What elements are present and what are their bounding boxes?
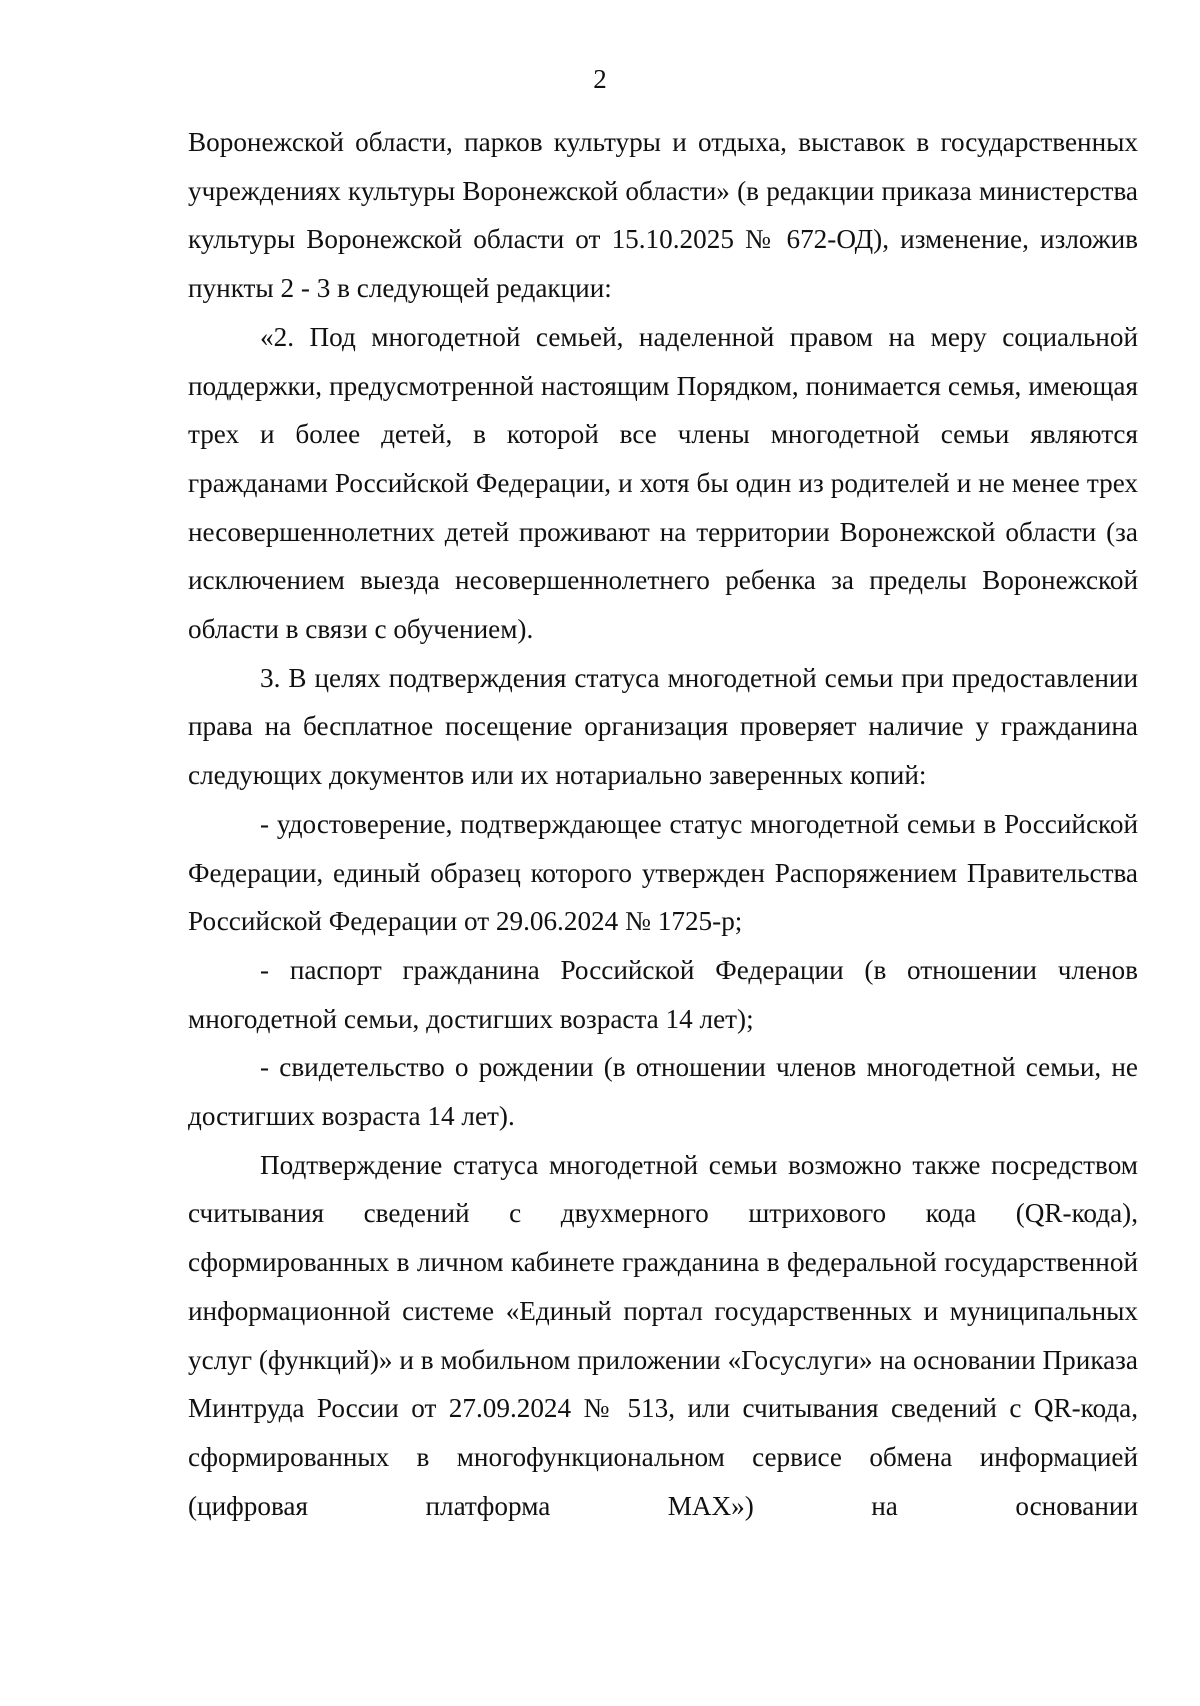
list-item-birth-certificate: - свидетельство о рождении (в отношении членов многодетной семьи, не достигших возраста 14 лет). — [188, 1052, 1138, 1132]
paragraph-amendment-intro: Воронежской области, парков культуры и отдыха, выставок в государственных учреждениях культуры Воронежской области» (в редакции приказа министерства культуры Воронежской области от 15.10.2025 № 672-ОД), изменение, изложив пункты 2 - 3 в следующей редакции: — [188, 127, 1138, 304]
paragraph-qr-confirmation: Подтверждение статуса многодетной семьи возможно также посредством считывания сведений с двухмерного штрихового кода (QR-кода), сформированных в личном кабинете гражданина в федеральной государственной информационной системе «Единый портал государственных и муниципальных услуг (функций)» и в мобильном приложении «Госуслуги» на основании Приказа Минтруда России от 27.09.2024 № 513, или считывания сведений с QR-кода, сформированных в многофункциональном сервисе обмена информацией (цифровая платформа MAX») на основании — [188, 1149, 1138, 1521]
paragraph-item-2: «2. Под многодетной семьей, наделенной правом на меру социальной поддержки, предусмотренной настоящим Порядком, понимается семья, имеющая трех и более детей, в которой все члены многодетной семьи являются гражданами Российской Федерации, и хотя бы один из родителей и не менее трех несовершеннолетних детей проживают на территории Воронежской области (за исключением выезда несовершеннолетнего ребенка за пределы Воронежской области в связи с обучением). — [188, 321, 1138, 645]
list-item-passport: - паспорт гражданина Российской Федерации (в отношении членов многодетной семьи, достигших возраста 14 лет); — [188, 954, 1138, 1034]
paragraph-item-3: 3. В целях подтверждения статуса многодетной семьи при предоставлении права на бесплатное посещение организация проверяет наличие у гражданина следующих документов или их нотариально заверенных копий: — [188, 662, 1138, 791]
page-number: 2 — [593, 64, 607, 94]
document-body — [188, 118, 1138, 1530]
list-item-certificate: - удостоверение, подтверждающее статус многодетной семьи в Российской Федерации, единый образец которого утвержден Распоряжением Правительства Российской Федерации от 29.06.2024 № 1725-р; — [188, 808, 1138, 937]
